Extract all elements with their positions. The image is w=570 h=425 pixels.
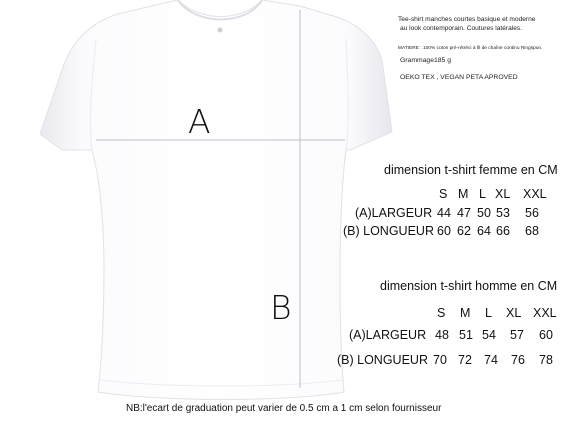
men-width-xxl: 60	[539, 328, 553, 342]
graduation-note: NB:l'ecart de graduation peut varier de 0.5 cm a 1 cm selon fournisseur	[126, 403, 442, 414]
brand-label-icon	[218, 28, 223, 33]
women-length-m: 62	[457, 224, 471, 238]
men-length-xxl: 78	[539, 353, 553, 367]
women-table-title: dimension t-shirt femme en CM	[384, 163, 558, 177]
women-width-xl: 53	[496, 206, 510, 220]
women-size-m: M	[458, 187, 469, 201]
women-row-width-label: (A)LARGEUR	[355, 206, 433, 220]
women-size-l: L	[479, 187, 486, 201]
tshirt-body	[40, 0, 392, 400]
men-length-xl: 76	[511, 353, 525, 367]
men-width-s: 48	[435, 328, 449, 342]
men-size-l: L	[485, 306, 492, 320]
material-text: MATIERE : 100% coton pré-rétréci à fil de chaîne continu Ringspun.	[398, 46, 543, 51]
weight-text: Grammage185 g	[400, 57, 452, 64]
women-length-xxl: 68	[525, 224, 539, 238]
women-size-s: S	[439, 187, 448, 201]
men-row-length-label: (B) LONGUEUR	[337, 353, 428, 367]
women-length-l: 64	[477, 224, 491, 238]
men-size-xxl: XXL	[533, 306, 557, 320]
men-size-xl: XL	[506, 306, 522, 320]
women-size-xxl: XXL	[523, 187, 547, 201]
women-size-xl: XL	[495, 187, 511, 201]
women-width-l: 50	[477, 206, 491, 220]
description-line-2: au look contemporain. Coutures latérales.	[400, 24, 523, 32]
women-row-length-label: (B) LONGUEUR	[343, 224, 434, 238]
description-line-1: Tee-shirt manches courtes basique et moderne	[398, 16, 536, 23]
men-width-m: 51	[459, 328, 473, 342]
men-length-s: 70	[433, 353, 447, 367]
men-table-title: dimension t-shirt homme en CM	[380, 279, 558, 293]
women-width-s: 44	[437, 206, 451, 220]
men-size-s: S	[437, 306, 446, 320]
women-width-m: 47	[457, 206, 471, 220]
women-length-s: 60	[437, 224, 451, 238]
women-length-xl: 66	[496, 224, 510, 238]
men-width-l: 54	[482, 328, 496, 342]
men-width-xl: 57	[510, 328, 524, 342]
length-label-b: B	[270, 288, 292, 327]
certification-text: OEKO TEX , VEGAN PETA APROVED	[400, 74, 518, 81]
men-length-m: 72	[458, 353, 472, 367]
women-width-xxl: 56	[525, 206, 539, 220]
men-row-width-label: (A)LARGEUR	[349, 328, 427, 342]
men-size-m: M	[460, 306, 471, 320]
product-description	[398, 16, 563, 33]
men-length-l: 74	[484, 353, 498, 367]
width-label-a: A	[188, 102, 211, 141]
